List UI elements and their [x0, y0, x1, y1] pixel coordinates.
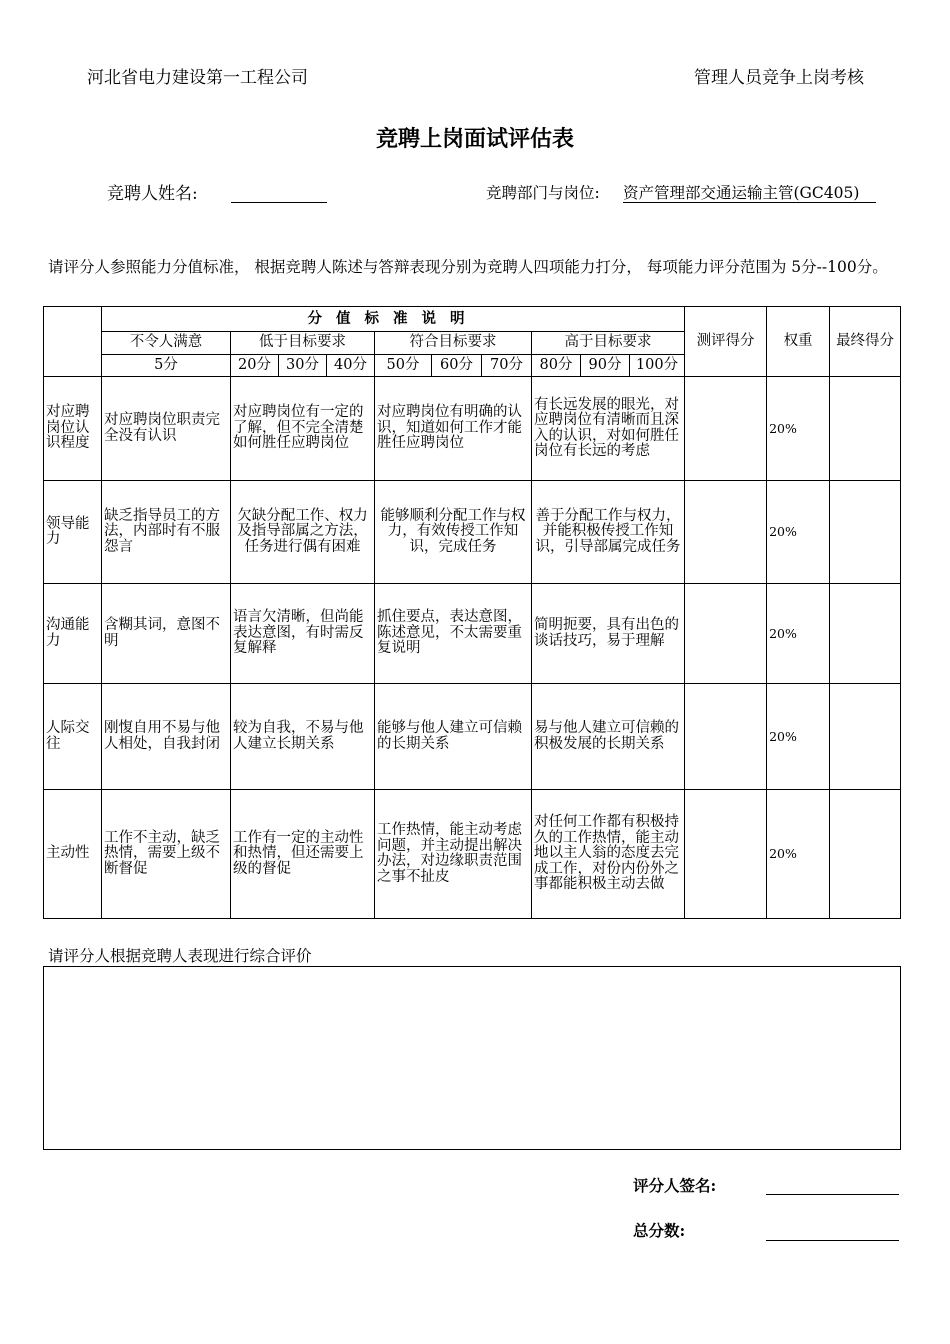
table-row — [44, 377, 901, 481]
score-60: 60分 — [432, 355, 482, 377]
weight-cell: 20% — [767, 684, 830, 790]
col-final: 最终得分 — [830, 307, 901, 377]
score-50: 50分 — [375, 355, 432, 377]
score-30: 30分 — [279, 355, 327, 377]
col-weight: 权重 — [767, 307, 830, 377]
table-row — [44, 584, 901, 684]
weight-cell: 20% — [767, 584, 830, 684]
candidate-name-label: 竞聘人姓名: — [107, 184, 198, 204]
desc-below: 较为自我，不易与他人建立长期关系 — [231, 684, 375, 790]
score-80: 80分 — [532, 355, 581, 377]
corner-cell — [44, 307, 102, 377]
score-40: 40分 — [327, 355, 375, 377]
department-label: 竞聘部门与岗位: — [486, 184, 600, 202]
evaluation-label: 请评分人根据竞聘人表现进行综合评价 — [48, 947, 312, 965]
score-100: 100分 — [630, 355, 685, 377]
total-score-label: 总分数: — [633, 1221, 686, 1240]
desc-below: 工作有一定的主动性和热情，但还需要上级的督促 — [231, 790, 375, 919]
page-title: 竞聘上岗面试评估表 — [375, 126, 574, 152]
table-row — [44, 790, 901, 919]
ability-name: 沟通能力 — [44, 584, 102, 684]
desc-unsatisfactory: 刚愎自用不易与他人相处，自我封闭 — [102, 684, 231, 790]
desc-above: 简明扼要，具有出色的谈话技巧，易于理解 — [532, 584, 685, 684]
desc-below: 欠缺分配工作、权力及指导部属之方法，任务进行偶有困难 — [231, 481, 375, 584]
weight-cell: 20% — [767, 790, 830, 919]
desc-above: 善于分配工作与权力，并能积极传授工作知识，引导部属完成任务 — [532, 481, 685, 584]
ability-name: 领导能力 — [44, 481, 102, 584]
test-score-cell[interactable] — [685, 584, 767, 684]
desc-unsatisfactory: 工作不主动，缺乏热情，需要上级不断督促 — [102, 790, 231, 919]
candidate-name-field[interactable] — [231, 183, 327, 203]
test-score-cell[interactable] — [685, 790, 767, 919]
final-score-cell[interactable] — [830, 684, 901, 790]
ability-name: 主动性 — [44, 790, 102, 919]
company-name: 河北省电力建设第一工程公司 — [87, 68, 308, 88]
level-above: 高于目标要求 — [532, 332, 685, 355]
test-score-cell[interactable] — [685, 481, 767, 584]
desc-above: 有长远发展的眼光，对应聘岗位有清晰而且深入的认识，对如何胜任岗位有长远的考虑 — [532, 377, 685, 481]
instructions-text: 请评分人参照能力分值标准， 根据竞聘人陈述与答辩表现分别为竞聘人四项能力打分， 每项能力评分范围为 5分--100分。 — [48, 258, 888, 276]
document-type: 管理人员竞争上岗考核 — [694, 68, 864, 88]
signer-label: 评分人签名: — [633, 1176, 717, 1195]
score-5: 5分 — [102, 355, 231, 377]
level-unsatisfactory: 不令人满意 — [102, 332, 231, 355]
desc-below: 对应聘岗位有一定的了解，但不完全清楚如何胜任应聘岗位 — [231, 377, 375, 481]
final-score-cell[interactable] — [830, 377, 901, 481]
final-score-cell[interactable] — [830, 584, 901, 684]
desc-above: 对任何工作都有积极持久的工作热情，能主动地以主人翁的态度去完成工作，对份内份外之事都能积极主动去做 — [532, 790, 685, 919]
final-score-cell[interactable] — [830, 790, 901, 919]
ability-name: 对应聘岗位认识程度 — [44, 377, 102, 481]
ability-name: 人际交往 — [44, 684, 102, 790]
desc-above: 易与他人建立可信赖的积极发展的长期关系 — [532, 684, 685, 790]
evaluation-textbox[interactable] — [43, 966, 901, 1150]
desc-unsatisfactory: 含糊其词，意图不明 — [102, 584, 231, 684]
final-score-cell[interactable] — [830, 481, 901, 584]
score-70: 70分 — [482, 355, 532, 377]
col-test-score: 测评得分 — [685, 307, 767, 377]
desc-meets: 能够与他人建立可信赖的长期关系 — [375, 684, 532, 790]
desc-below: 语言欠清晰，但尚能表达意图，有时需反复解释 — [231, 584, 375, 684]
desc-meets: 工作热情，能主动考虑问题，并主动提出解决办法，对边缘职责范围之事不扯皮 — [375, 790, 532, 919]
desc-unsatisfactory: 缺乏指导员工的方法，内部时有不服怨言 — [102, 481, 231, 584]
desc-meets: 抓住要点，表达意图，陈述意见，不太需要重复说明 — [375, 584, 532, 684]
level-below: 低于目标要求 — [231, 332, 375, 355]
weight-cell: 20% — [767, 377, 830, 481]
test-score-cell[interactable] — [685, 684, 767, 790]
desc-meets: 对应聘岗位有明确的认识，知道如何工作才能胜任应聘岗位 — [375, 377, 532, 481]
desc-unsatisfactory: 对应聘岗位职责完全没有认识 — [102, 377, 231, 481]
total-score-field[interactable] — [766, 1221, 899, 1241]
desc-meets: 能够顺利分配工作与权力，有效传授工作知识，完成任务 — [375, 481, 532, 584]
score-20: 20分 — [231, 355, 279, 377]
signer-field[interactable] — [766, 1175, 899, 1195]
table-row — [44, 481, 901, 584]
department-field[interactable]: 资产管理部交通运输主管(GC405) — [623, 181, 876, 203]
table-row — [44, 684, 901, 790]
test-score-cell[interactable] — [685, 377, 767, 481]
weight-cell: 20% — [767, 481, 830, 584]
score-90: 90分 — [581, 355, 630, 377]
scoring-table — [43, 306, 901, 919]
level-meets: 符合目标要求 — [375, 332, 532, 355]
standard-header: 分值标准说明 — [102, 307, 685, 332]
